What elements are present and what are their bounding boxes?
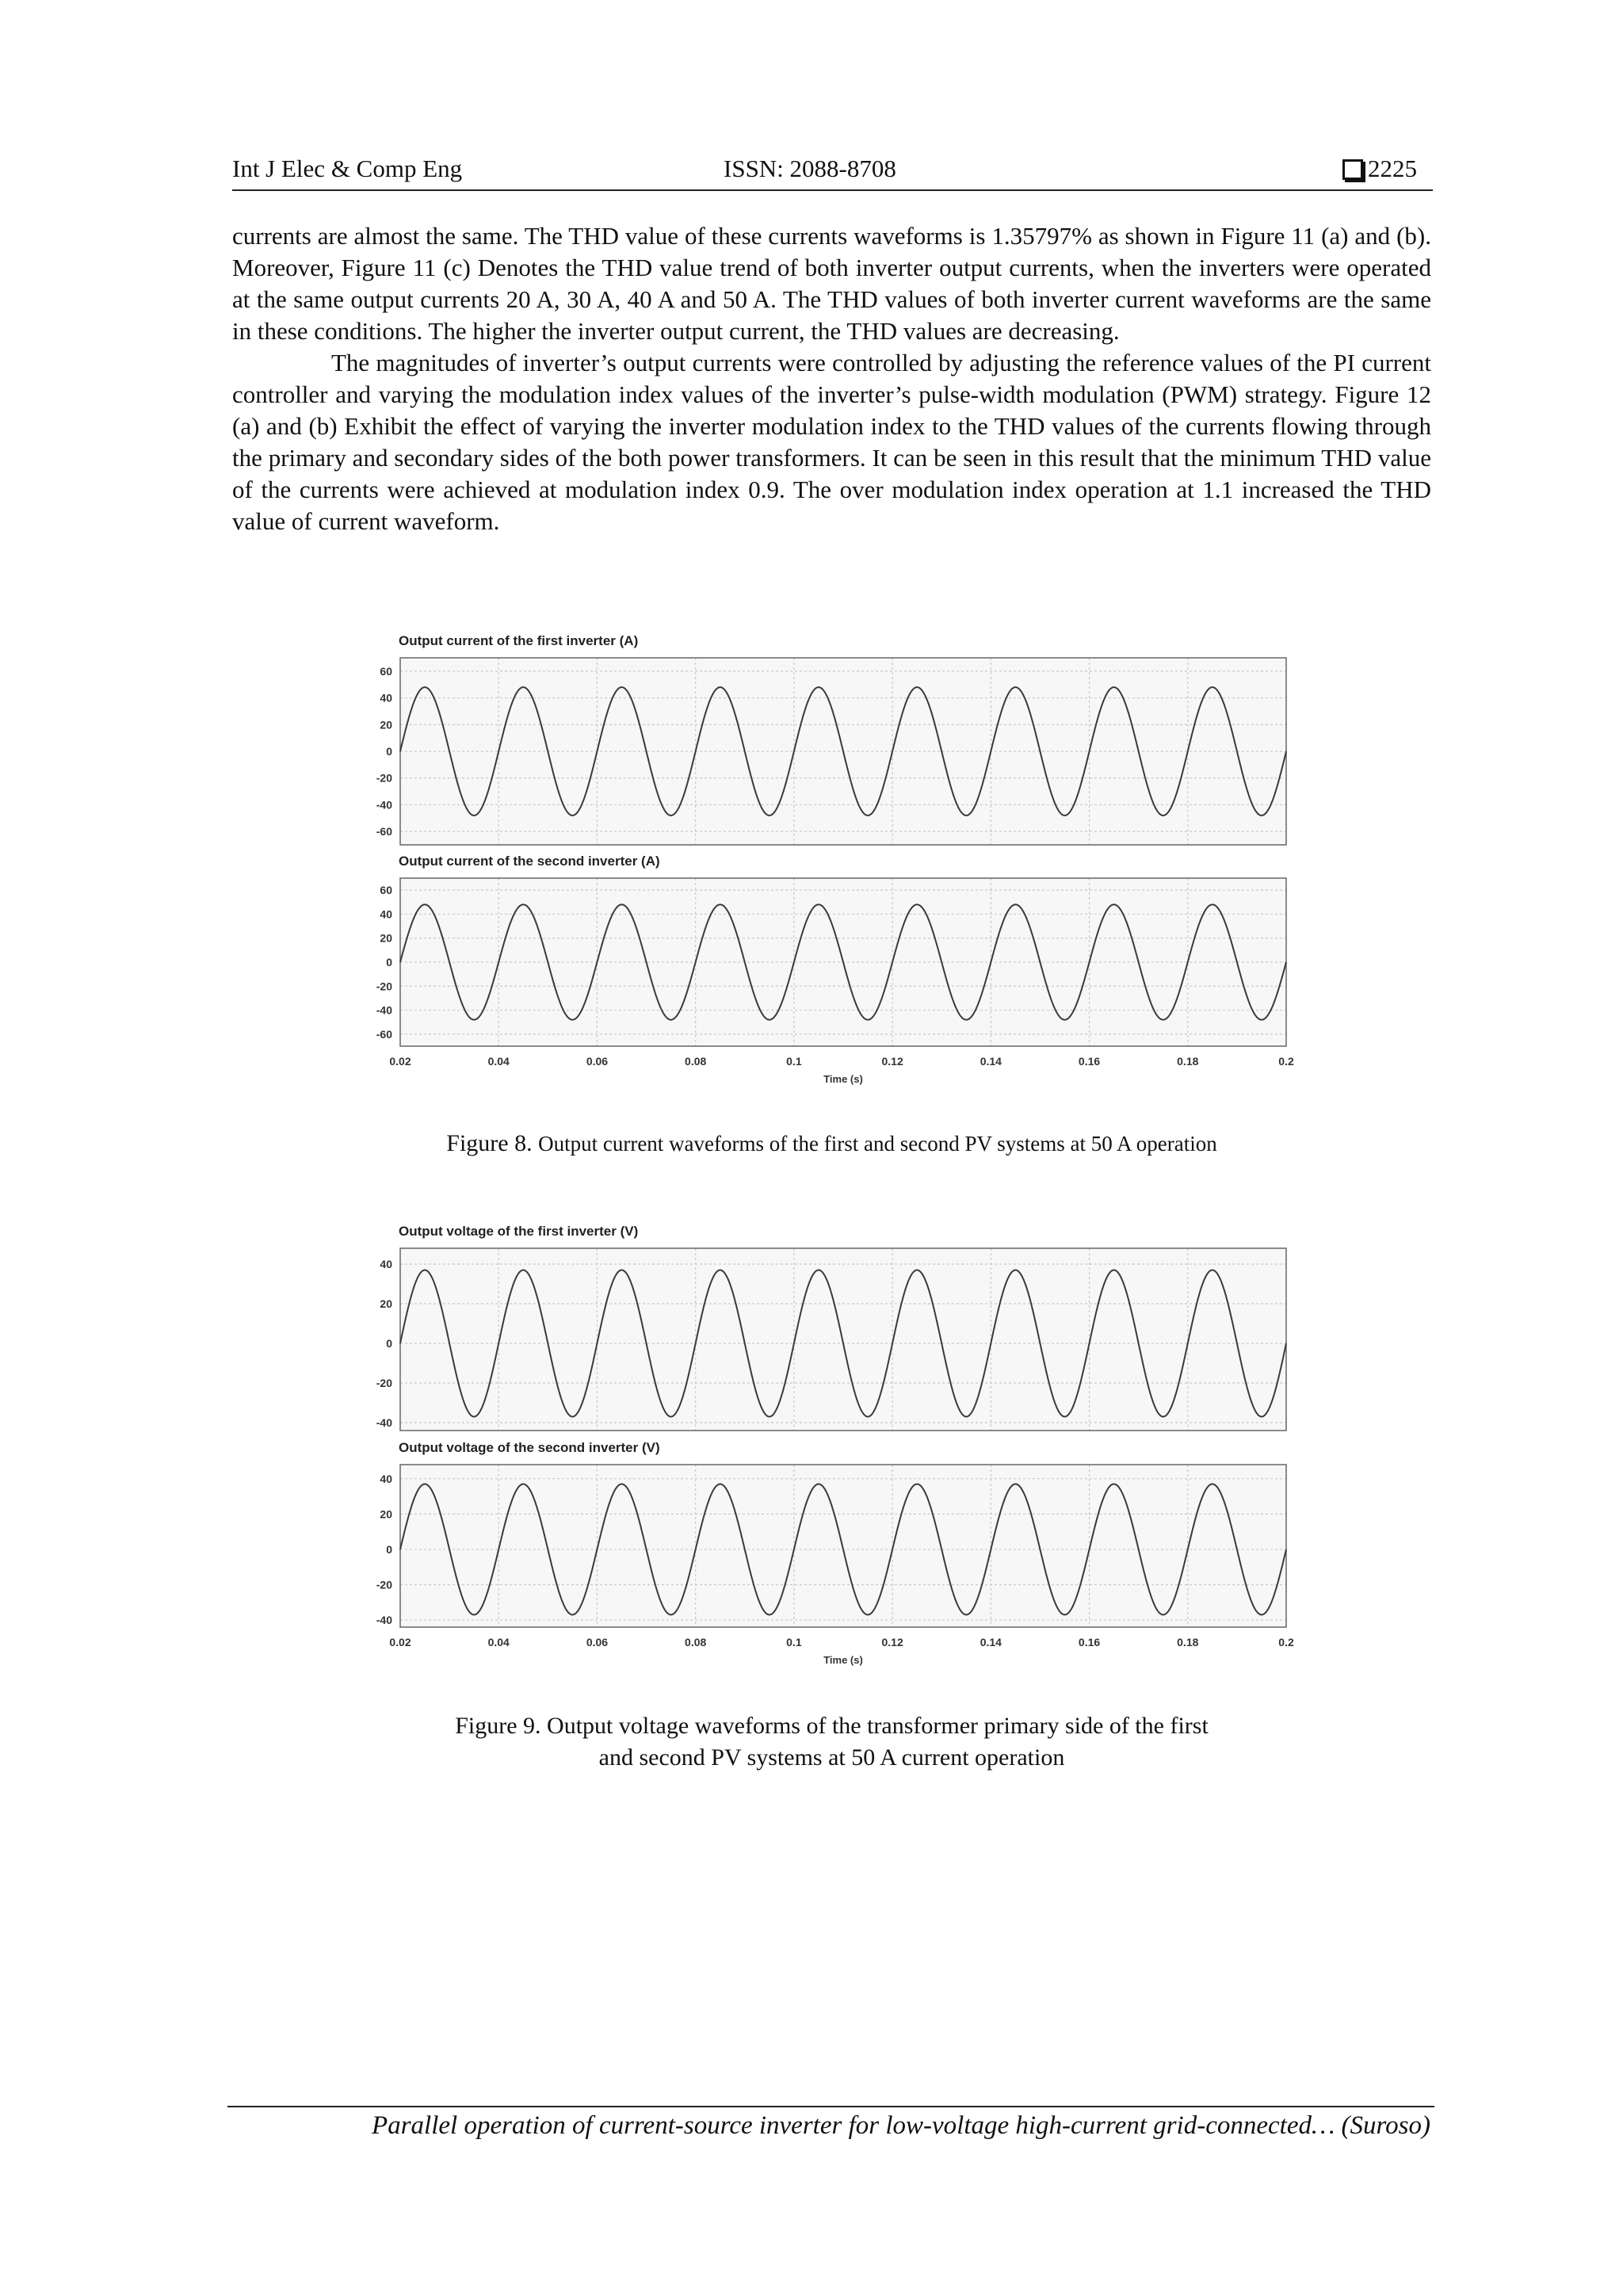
issn: ISSN: 2088-8708: [724, 155, 896, 182]
y-tick-label: 60: [380, 664, 392, 678]
y-tick-label: 20: [380, 1297, 392, 1310]
y-tick-label: 0: [386, 956, 392, 968]
paragraph-1: currents are almost the same. The THD value of these currents waveforms is 1.35797% as shown in Figure 11 (a) and (b). Moreover, Figure 11 (c) Denotes the THD value trend of both inverter output currents, when the inverters were operated at the same output currents 20 A, 30 A, 40 A and 50 A. The THD values of both inverter current waveforms are the same in these conditions. The higher the inverter output current, the THD values are decreasing.: [232, 222, 1431, 345]
x-tick-label: 0.04: [487, 1055, 510, 1068]
y-tick-label: -40: [376, 798, 392, 812]
x-tick-label: 0.2: [1278, 1055, 1294, 1068]
chart-panel-current-1: [376, 633, 1286, 845]
y-tick-label: -20: [376, 1377, 392, 1389]
x-tick-label: 0.12: [881, 1055, 903, 1068]
x-tick-label: 0.02: [389, 1055, 411, 1068]
x-tick-label: 0.1: [786, 1636, 802, 1648]
y-tick-label: 60: [380, 884, 392, 897]
paragraph-2: The magnitudes of inverter’s output currents were controlled by adjusting the reference values of the PI current controller and varying the modulation index values of the inverter’s pulse-width modulation (PWM) strategy. Figure 12 (a) and (b) Exhibit the effect of varying the inverter modulation index to the THD values of the currents flowing through the primary and secondary sides of the both power transformers. It can be seen in this result that the minimum THD value of the currents were achieved at modulation index 0.9. The over modulation index operation at 1.1 increased the THD value of current waveform.: [232, 349, 1431, 535]
panel-title: Output voltage of the first inverter (V): [399, 1224, 639, 1239]
y-tick-label: 40: [380, 1472, 392, 1485]
body-text: [232, 220, 1431, 537]
y-tick-label: -60: [376, 1027, 392, 1041]
x-tick-label: 0.18: [1177, 1055, 1199, 1068]
figure-8-caption-prefix: Figure 8.: [446, 1130, 533, 1156]
x-tick-label: 0.14: [980, 1055, 1002, 1068]
x-axis-label: Time (s): [823, 1654, 863, 1666]
y-tick-label: -20: [376, 980, 392, 993]
y-tick-label: -20: [376, 771, 392, 785]
y-tick-label: 20: [380, 718, 392, 732]
y-tick-label: -40: [376, 1416, 392, 1429]
footer-rule: [227, 2106, 1434, 2107]
y-tick-label: -60: [376, 825, 392, 839]
x-tick-label: 0.08: [685, 1055, 707, 1068]
y-tick-label: -40: [376, 1614, 392, 1627]
figure-8-caption-text: Output current waveforms of the first and second PV systems at 50 A operation: [538, 1132, 1217, 1156]
figure-9-chart: [361, 1213, 1304, 1672]
chart-panel-current-2: [376, 854, 1294, 1085]
y-tick-label: 40: [380, 1258, 392, 1270]
y-tick-label: 40: [380, 691, 392, 705]
x-tick-label: 0.08: [685, 1636, 707, 1648]
y-tick-label: 0: [386, 745, 392, 758]
y-tick-label: 20: [380, 1507, 392, 1521]
y-tick-label: 40: [380, 907, 392, 921]
x-tick-label: 0.04: [487, 1636, 510, 1648]
panel-title: Output current of the second inverter (A): [399, 854, 660, 869]
page-header: [232, 155, 1433, 191]
figure-9-caption-line-1: Figure 9. Output voltage waveforms of the transformer primary side of the first: [455, 1713, 1209, 1739]
figure-9: [361, 1213, 1304, 1676]
x-tick-label: 0.18: [1177, 1636, 1199, 1648]
panel-title: Output voltage of the second inverter (V): [399, 1440, 660, 1455]
x-tick-label: 0.1: [786, 1055, 802, 1068]
y-tick-label: 0: [386, 1542, 392, 1556]
chart-panel-voltage-1: [376, 1224, 1286, 1431]
page-footer: Parallel operation of current-source inverter for low-voltage high-current grid-connected… (Suroso): [372, 2111, 1430, 2140]
x-tick-label: 0.16: [1078, 1636, 1101, 1648]
x-tick-label: 0.06: [586, 1055, 609, 1068]
journal-name: Int J Elec & Comp Eng: [232, 155, 463, 182]
panel-title: Output current of the first inverter (A): [399, 633, 639, 648]
x-tick-label: 0.06: [586, 1636, 609, 1648]
chart-panel-voltage-2: [376, 1440, 1294, 1666]
figure-9-caption-line-2: and second PV systems at 50 A current operation: [598, 1744, 1065, 1771]
x-tick-label: 0.14: [980, 1636, 1002, 1648]
x-axis-label: Time (s): [823, 1073, 863, 1085]
x-tick-label: 0.2: [1278, 1636, 1294, 1648]
x-tick-label: 0.12: [881, 1636, 903, 1648]
page-number: 2225: [1368, 155, 1417, 182]
figure-8-chart: [361, 622, 1304, 1090]
y-tick-label: 0: [386, 1337, 392, 1350]
figure-8: [361, 622, 1304, 1094]
y-tick-label: 20: [380, 931, 392, 945]
y-tick-label: -20: [376, 1578, 392, 1591]
figure-8-caption: [232, 1128, 1431, 1159]
y-tick-label: -40: [376, 1003, 392, 1017]
x-tick-label: 0.16: [1078, 1055, 1101, 1068]
x-tick-label: 0.02: [389, 1636, 411, 1648]
square-bullet-icon: [1342, 159, 1363, 180]
figure-9-caption: [232, 1710, 1431, 1774]
